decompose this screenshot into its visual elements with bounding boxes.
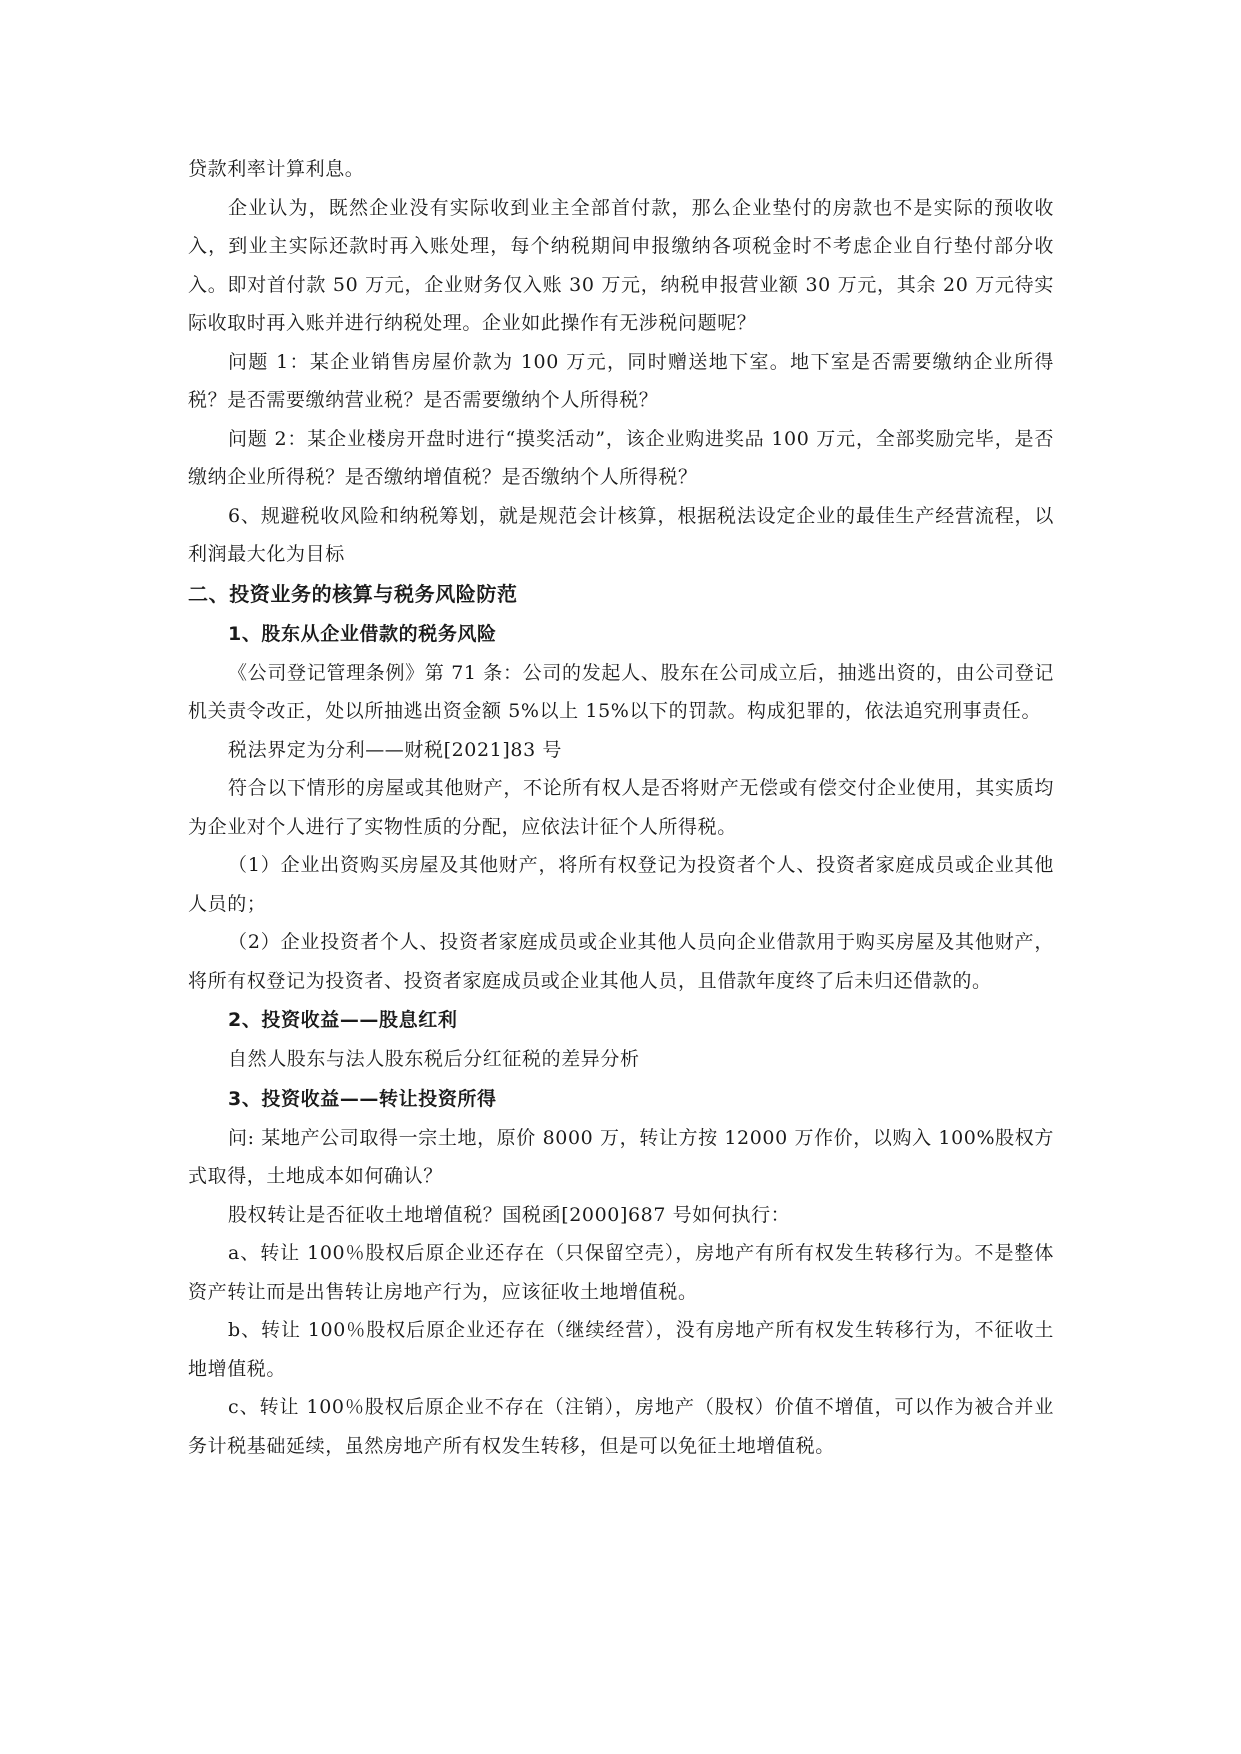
paragraph-case-2: （2）企业投资者个人、投资者家庭成员或企业其他人员向企业借款用于购买房屋及其他财产，将所有权登记为投资者、投资者家庭成员或企业其他人员，且借款年度终了后未归还借款的。	[188, 931, 1054, 992]
document-page	[188, 150, 1054, 1465]
paragraph-item-6: 6、规避税收风险和纳税筹划，就是规范会计核算，根据税法设定企业的最佳生产经营流程，以利润最大化为目标	[188, 504, 1054, 565]
section-heading-investment: 二、投资业务的核算与税务风险防范	[188, 581, 518, 606]
paragraph-company-regulation: 《公司登记管理条例》第 71 条：公司的发起人、股东在公司成立后，抽逃出资的，由公司登记机关责令改正，处以所抽逃出资金额 5%以上 15%以下的罚款。构成犯罪的，依法追究刑事责任。	[188, 661, 1054, 722]
paragraph-land-question: 问: 某地产公司取得一宗土地，原价 8000 万，转让方按 12000 万作价，以购入 100%股权方式取得，土地成本如何确认？	[188, 1126, 1054, 1187]
subheading-dividend: 2、投资收益——股息红利	[228, 1009, 458, 1031]
paragraph-tax-definition: 税法界定为分利——财税[2021]83 号	[228, 738, 562, 761]
paragraph-question-2: 问题 2：某企业楼房开盘时进行“摸奖活动”，该企业购进奖品 100 万元，全部奖励完毕，是否缴纳企业所得税？是否缴纳增值税？是否缴纳个人所得税？	[188, 427, 1054, 488]
paragraph-case-b: b、转让 100％股权后原企业还存在（继续经营），没有房地产所有权发生转移行为，不征收土地增值税。	[188, 1319, 1054, 1380]
paragraph-loan-interest: 贷款利率计算利息。	[188, 158, 365, 180]
paragraph-question-1: 问题 1：某企业销售房屋价款为 100 万元，同时赠送地下室。地下室是否需要缴纳企业所得税？是否需要缴纳营业税？是否需要缴纳个人所得税？	[188, 350, 1054, 411]
subheading-transfer-income: 3、投资收益——转让投资所得	[228, 1087, 497, 1110]
subheading-shareholder-loan: 1、股东从企业借款的税务风险	[228, 622, 497, 645]
paragraph-case-1: （1）企业出资购买房屋及其他财产，将所有权登记为投资者个人、投资者家庭成员或企业其他人员的；	[188, 854, 1054, 915]
paragraph-case-a: a、转让 100％股权后原企业还存在（只保留空壳），房地产有所有权发生转移行为。不是整体资产转让而是出售转让房地产行为，应该征收土地增值税。	[188, 1242, 1054, 1303]
paragraph-enterprise-view: 企业认为，既然企业没有实际收到业主全部首付款，那么企业垫付的房款也不是实际的预收收入，到业主实际还款时再入账处理，每个纳税期间申报缴纳各项税金时不考虑企业自行垫付部分收入。即对首付款 50 万元，企业财务仅入账 30 万元，纳税申报营业额 30 万元，其余 20 万元待实际收取时再入账并进行纳税处理。企业如此操作有无涉税问题呢？	[188, 196, 1054, 334]
paragraph-property-distribution: 符合以下情形的房屋或其他财产，不论所有权人是否将财产无偿或有偿交付企业使用，其实质均为企业对个人进行了实物性质的分配，应依法计征个人所得税。	[188, 777, 1054, 838]
paragraph-equity-transfer-tax: 股权转让是否征收土地增值税？国税函[2000]687 号如何执行：	[228, 1203, 791, 1226]
paragraph-case-c: c、转让 100％股权后原企业不存在（注销），房地产（股权）价值不增值，可以作为被合并业务计税基础延续，虽然房地产所有权发生转移，但是可以免征土地增值税。	[188, 1396, 1054, 1457]
paragraph-dividend-analysis: 自然人股东与法人股东税后分红征税的差异分析	[228, 1048, 640, 1070]
